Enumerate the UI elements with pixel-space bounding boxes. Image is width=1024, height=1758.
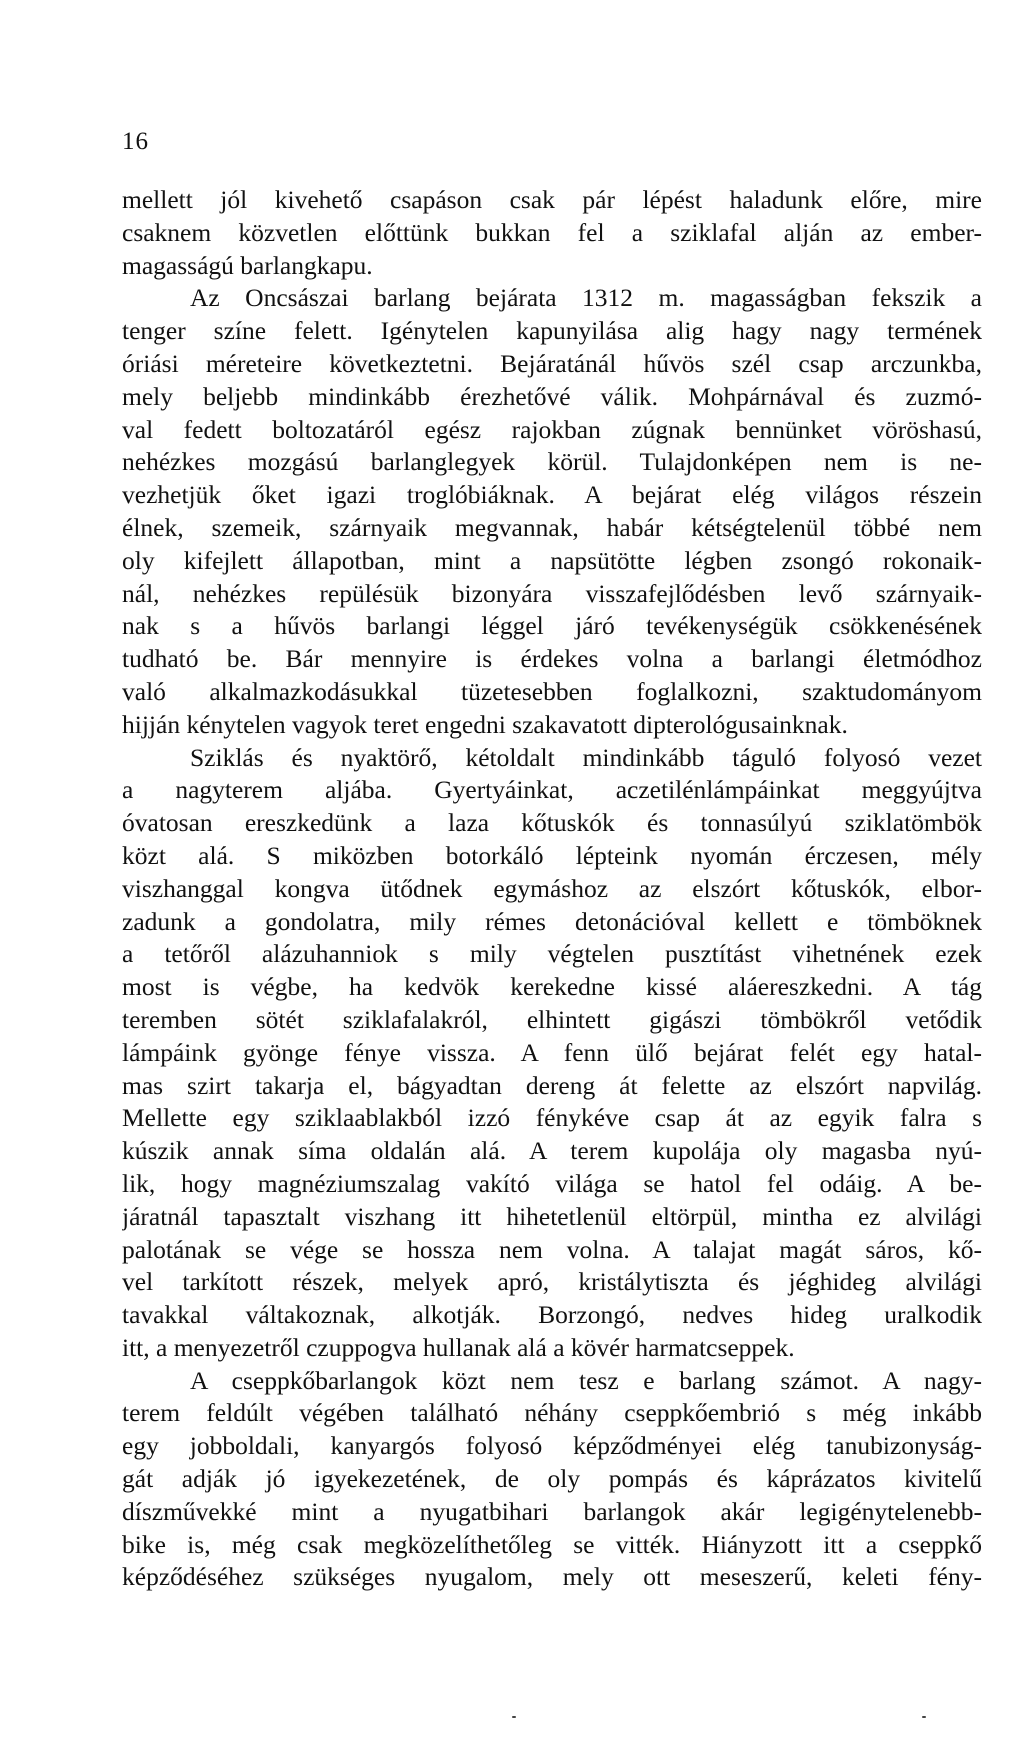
print-speck [922,1716,926,1718]
text-line: díszművekké mint a nyugatbihari barlangok akár legigénytelenebb- [122,1496,982,1526]
text-line: mely beljebb mindinkább érezhetővé válik. Mohpárnával és zuzmó- [122,381,982,411]
text-line: lámpáink gyönge fénye vissza. A fenn ülő bejárat felét egy hatal- [122,1037,982,1067]
page-number: 16 [122,128,149,155]
text-line: óriási méreteire következtetni. Bejáratánál hűvös szél csap arczunkba, [122,348,982,378]
text-line: Az Oncsászai barlang bejárata 1312 m. magasságban fekszik a [190,283,982,313]
text-line: járatnál tapasztalt viszhang itt hihetetlenül eltörpül, mintha ez alvilági [122,1201,982,1231]
text-line: nál, nehézkes repülésük bizonyára visszafejlődésben levő szárnyaik- [122,578,982,608]
text-line: a nagyterem aljába. Gyertyáinkat, aczetilénlámpáinkat meggyújtva [122,775,982,805]
text-line: való alkalmazkodásukkal tüzetesebben foglalkozni, szaktudományom [122,676,982,706]
text-line: itt, a menyezetről czuppogva hullanak alá a kövér harmatcseppek. [122,1332,795,1362]
text-line: mellett jól kivehető csapáson csak pár lépést haladunk előre, mire [122,185,982,214]
text-line: a tetőről alázuhanniok s mily végtelen pusztítást vihetnének ezek [122,939,982,969]
text-line: tenger színe felett. Igénytelen kapunyilása alig hagy nagy termének [122,316,982,346]
text-line: vezhetjük őket igazi troglóbiáknak. A bejárat elég világos részein [122,480,982,510]
text-line: val fedett boltozatáról egész rajokban zúgnak bennünket vöröshasú, [122,414,982,444]
text-line: viszhanggal kongva ütődnek egymáshoz az elszórt kőtuskók, elbor- [122,873,982,903]
text-line: egy jobboldali, kanyargós folyosó képződményei elég tanubizonyság- [122,1431,982,1461]
text-line: tavakkal váltakoznak, alkotják. Borzongó, nedves hideg uralkodik [122,1300,982,1330]
text-line: óvatosan ereszkedünk a laza kőtuskók és tonnasúlyú sziklatömbök [122,808,982,838]
text-line: hijján kénytelen vagyok teret engedni szakavatott dipterológusainknak. [122,709,848,739]
print-specks [0,1716,1024,1726]
text-line: Sziklás és nyaktörő, kétoldalt mindinkább táguló folyosó vezet [190,742,982,772]
text-line: gát adják jó igyekezetének, de oly pompás és káprázatos kivitelű [122,1464,982,1494]
text-line: palotának se vége se hossza nem volna. A talajat magát sáros, kő- [122,1234,982,1264]
text-line: teremben sötét sziklafalakról, elhintett gigászi tömbökről vetődik [122,1004,982,1034]
text-line: mas szirt takarja el, bágyadtan dereng át felette az elszórt napvilág. [122,1070,982,1100]
text-line: képződéséhez szükséges nyugalom, mely ott meseszerű, keleti fény- [122,1562,982,1592]
text-line: tudható be. Bár mennyire is érdekes volna a barlangi életmódhoz [122,644,982,674]
text-line: kúszik annak síma oldalán alá. A terem kupolája oly magasba nyú- [122,1136,982,1166]
text-line: terem feldúlt végében található néhány cseppkőembrió s még inkább [122,1398,982,1428]
text-line: nak s a hűvös barlangi léggel járó tevékenységük csökkenésének [122,611,982,641]
text-line: most is végbe, ha kedvök kerekedne kissé aláereszkedni. A tág [122,972,982,1002]
body-text [122,184,982,1594]
text-line: oly kifejlett állapotban, mint a napsütötte légben zsongó rokonaik- [122,545,982,575]
text-line: nehézkes mozgású barlanglegyek körül. Tulajdonképen nem is ne- [122,447,982,477]
text-line: Mellette egy sziklaablakból izzó fénykéve csap át az egyik falra s [122,1103,982,1133]
text-line: élnek, szemeik, szárnyaik megvannak, habár kétségtelenül többé nem [122,512,982,542]
text-line: vel tarkított részek, melyek apró, kristálytiszta és jéghideg alvilági [122,1267,982,1297]
text-line: közt alá. S miközben botorkáló lépteink nyomán érczesen, mély [122,840,982,870]
text-line: A cseppkőbarlangok közt nem tesz e barlang számot. A nagy- [190,1365,982,1395]
print-speck [512,1716,516,1718]
text-line: magasságú barlangkapu. [122,250,373,280]
text-line: bike is, még csak megközelíthetőleg se vitték. Hiányzott itt a cseppkő [122,1529,982,1559]
text-line: csaknem közvetlen előttünk bukkan fel a sziklafal alján az ember- [122,217,982,247]
text-line: lik, hogy magnéziumszalag vakító világa se hatol fel odáig. A be- [122,1168,982,1198]
text-line: zadunk a gondolatra, mily rémes detonációval kellett e tömböknek [122,906,982,936]
